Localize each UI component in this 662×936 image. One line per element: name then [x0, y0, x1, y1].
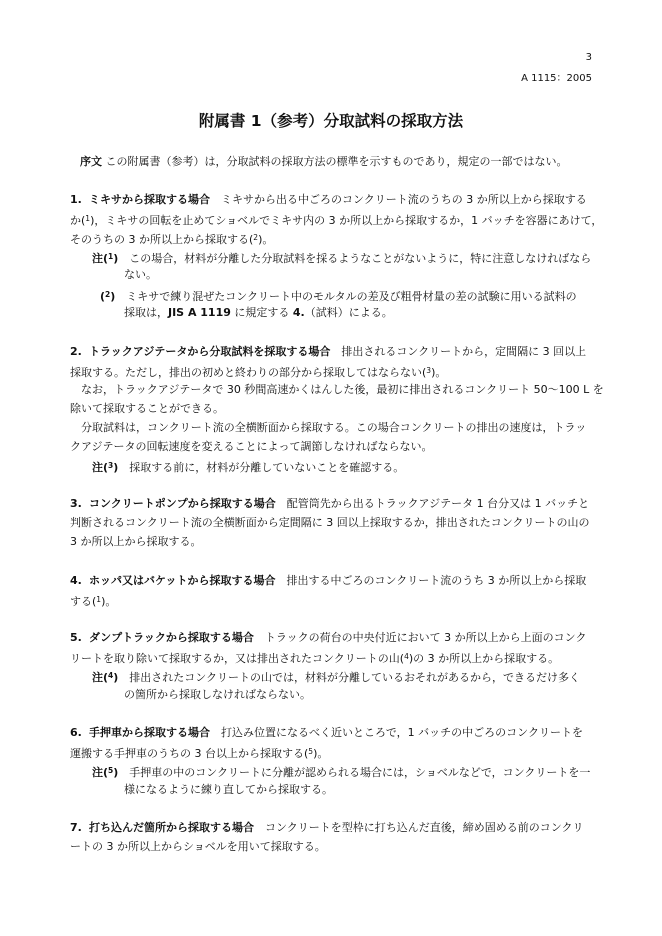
note-label: 注(	[92, 461, 109, 474]
text-segment: )。	[431, 366, 447, 379]
text-segment: （試料）による。	[304, 306, 393, 319]
note-number-sup: 4	[108, 671, 114, 680]
note-label-close: )	[113, 766, 119, 779]
section-3-line-1	[70, 497, 589, 511]
note-2-line-2	[124, 306, 393, 320]
section-3-heading: コンクリートポンプから採取する場合	[89, 497, 276, 510]
text-segment: か(	[70, 214, 86, 227]
standard-id: A 1115：2005	[521, 73, 592, 84]
note-5-line-1	[92, 764, 590, 780]
note-label: 注(	[92, 252, 109, 265]
note-ref-sup: 4	[404, 652, 409, 661]
section-7-heading: 打ち込んだ箇所から採取する場合	[89, 821, 254, 834]
preface-label: 序文	[80, 155, 102, 168]
section-2-line-5: 分取試料は，コンクリート流の全横断面から採取する。この場合コンクリートの排出の速度は，トラッ	[81, 421, 587, 434]
section-7-number: 7.	[70, 821, 82, 834]
section-1-line-1	[70, 193, 587, 207]
section-5-heading: ダンプトラックから採取する場合	[89, 631, 254, 644]
section-1-line-3	[70, 231, 273, 247]
page-title: 附属書 1（参考）分取試料の採取方法	[198, 112, 464, 130]
clause-reference: 4.	[292, 306, 305, 319]
note-2-line-1	[100, 288, 577, 304]
section-2-line-6: クアジテータの回転速度を変えることによって調節しなければならない。	[70, 440, 433, 453]
note-1-line-2: ない。	[124, 268, 157, 281]
section-5-text: トラックの荷台の中央付近において 3 か所以上から上面のコンク	[264, 631, 587, 644]
note-ref-sup: 1	[96, 595, 102, 604]
section-6-line-1	[70, 726, 583, 740]
section-2-number: 2.	[70, 345, 82, 358]
text-segment: そのうちの 3 か所以上から採取する(	[70, 233, 254, 246]
section-2-heading: トラックアジテータから分取試料を採取する場合	[89, 345, 331, 358]
section-4-heading: ホッパ又はバケットから採取する場合	[89, 574, 276, 587]
text-segment: )。	[101, 595, 117, 608]
section-2-text: 排出されるコンクリートから，定間隔に 3 回以上	[341, 345, 587, 358]
preface-text: この附属書（参考）は，分取試料の採取方法の標準を示すものであり，規定の一部ではない。	[105, 155, 568, 168]
section-4-line-1	[70, 574, 586, 588]
note-text: この場合，材料が分離した分取試料を採るようなことがないように，特に注意しなければなら	[129, 252, 592, 265]
section-4-line-2	[70, 593, 116, 609]
section-4-text: 排出する中ごろのコンクリート流のうち 3 か所以上から採取	[286, 574, 587, 587]
note-ref-sup: 1	[85, 214, 91, 223]
section-6-heading: 手押車から採取する場合	[89, 726, 210, 739]
note-1-line-1	[92, 250, 591, 266]
section-1-line-2	[70, 212, 602, 228]
section-2-line-2	[70, 364, 446, 380]
jis-reference: JIS A 1119	[168, 306, 231, 319]
section-3-line-2: 判断されるコンクリート流の全横断面から定間隔に 3 回以上採取するか，排出されたコンクリートの山の	[70, 516, 590, 529]
note-ref-sup: 2	[253, 233, 259, 242]
section-1-number: 1.	[70, 193, 82, 206]
text-segment: )，ミキサの回転を止めてショベルでミキサ内の 3 か所以上から採取するか，1 バッチを容器にあけて，	[90, 214, 603, 227]
note-label-close: )	[113, 252, 119, 265]
note-ref-sup: 5	[308, 747, 314, 756]
section-7-line-2: ートの 3 か所以上からショベルを用いて採取する。	[70, 840, 326, 853]
note-3-line-1	[92, 459, 404, 475]
text-segment: )の 3 か所以上から採取する。	[408, 652, 560, 665]
section-3-text: 配管筒先から出るトラックアジテータ 1 台分又は 1 バッチと	[286, 497, 590, 510]
section-6-number: 6.	[70, 726, 82, 739]
note-number-sup: 5	[108, 766, 114, 775]
text-segment: 採取する。ただし，排出の初めと終わりの部分から採取してはならない(	[70, 366, 427, 379]
note-ref-sup: 3	[426, 366, 432, 375]
note-number-sup: 3	[108, 461, 114, 470]
note-4-line-2: の箇所から採取しなければならない。	[124, 688, 311, 701]
preface	[80, 155, 568, 169]
section-1-text: ミキサから出る中ごろのコンクリート流のうちの 3 か所以上から採取する	[221, 193, 587, 206]
note-label-close: )	[113, 671, 119, 684]
section-3-line-3: 3 か所以上から採取する。	[70, 535, 202, 548]
note-label: 注(	[92, 766, 109, 779]
page-number: 3	[585, 52, 592, 63]
section-5-line-1	[70, 631, 586, 645]
text-segment: 採取は，	[124, 306, 168, 319]
section-7-text: コンクリートを型枠に打ち込んだ直後，締め固める前のコンクリ	[265, 821, 584, 834]
note-number-sup: 2	[105, 290, 111, 299]
section-2-line-1	[70, 345, 586, 359]
section-2-line-4: 除いて採取することができる。	[70, 402, 224, 415]
note-label-close: )	[110, 290, 116, 303]
section-1-heading: ミキサから採取する場合	[89, 193, 210, 206]
note-label: (	[100, 290, 106, 303]
section-3-number: 3.	[70, 497, 82, 510]
section-7-line-1	[70, 821, 584, 835]
note-text: 採取する前に，材料が分離していないことを確認する。	[129, 461, 405, 474]
note-label-close: )	[113, 461, 119, 474]
text-segment: する(	[70, 595, 97, 608]
section-6-text: 打込み位置になるべく近いところで，1 バッチの中ごろのコンクリートを	[221, 726, 583, 739]
text-segment: )。	[258, 233, 274, 246]
note-text: 手押車の中のコンクリートに分離が認められる場合には，ショベルなどで，コンクリートを一	[129, 766, 591, 779]
section-6-line-2	[70, 745, 328, 761]
text-segment: に規定する	[230, 306, 293, 319]
note-number-sup: 1	[108, 252, 114, 261]
note-text: ミキサで練り混ぜたコンクリート中のモルタルの差及び粗骨材量の差の試験に用いる試料の	[126, 290, 577, 303]
section-2-line-3: なお，トラックアジテータで 30 秒間高速かくはんした後，最初に排出されるコンクリート 50～100 L を	[81, 383, 604, 396]
text-segment: リートを取り除いて採取するか，又は排出されたコンクリートの山(	[70, 652, 405, 665]
section-4-number: 4.	[70, 574, 82, 587]
note-text: 排出されたコンクリートの山では，材料が分離しているおそれがあるから，できるだけ多く	[129, 671, 581, 684]
section-5-line-2	[70, 650, 559, 666]
note-4-line-1	[92, 669, 580, 685]
note-label: 注(	[92, 671, 109, 684]
text-segment: 運搬する手押車のうちの 3 台以上から採取する(	[70, 747, 309, 760]
section-5-number: 5.	[70, 631, 82, 644]
text-segment: )。	[313, 747, 329, 760]
note-5-line-2: 様になるように練り直してから採取する。	[124, 783, 333, 796]
